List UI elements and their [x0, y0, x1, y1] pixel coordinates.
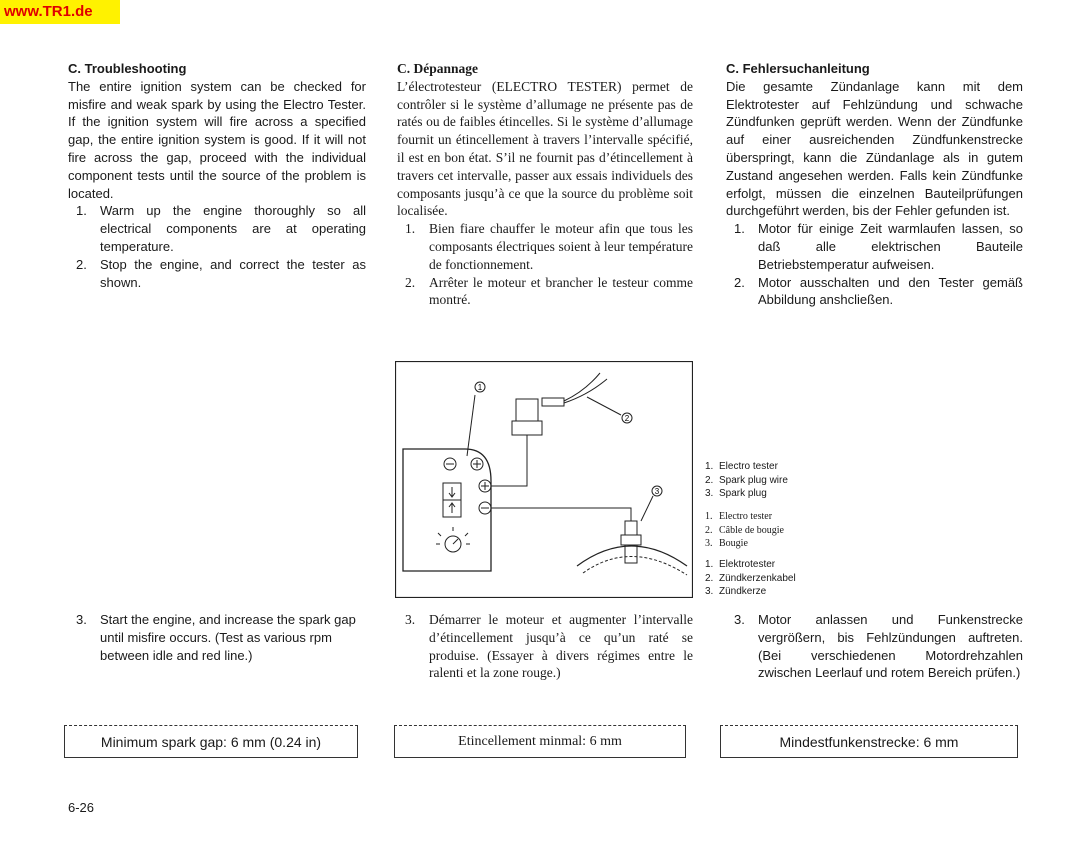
- step-text: Motor ausschalten und den Tester gemäß Abbildung anshcließen.: [758, 274, 1023, 308]
- legend-text: Zündkerzenkabel: [719, 572, 796, 584]
- page-number: 6-26: [68, 800, 95, 815]
- callout-2-label: 2: [624, 414, 630, 423]
- legend-item: [705, 510, 784, 524]
- legend-num: 1.: [705, 461, 714, 472]
- legend-text: Electro tester: [719, 511, 773, 522]
- figure-frame: [396, 362, 693, 598]
- german-steps: [726, 220, 1023, 309]
- step-text: Motor anlassen und Funkenstrecke vergrößern, bis Fehlzündungen auftreten. (Bei verschiedenen Motordrehzahlen zwischen Leerlauf und rotem Bereich prüfen.): [758, 612, 1023, 681]
- step-number: 2.: [734, 274, 745, 290]
- step-text: Arrêter le moteur et brancher le testeur comme montré.: [429, 274, 693, 308]
- english-step-3: [68, 611, 366, 664]
- step-text: Start the engine, and increase the spark gap until misfire occurs. (Test as various rpm between idle and red line.): [100, 612, 356, 663]
- legend-text: Electro tester: [719, 461, 778, 472]
- legend-num: 3.: [705, 538, 713, 549]
- french-intro: L’électrotesteur (ELECTRO TESTER) permet de contrôler si le système d’allumage ne présente pas de ratés ou de faibles étincelles. Si le système d’allumage fournit un étincellement à travers l’intervalle spécifié, il est en bon état. S’il ne fournit pas d’étincellement à travers cet intervalle, passer aux essais individuels des composants jusqu’à ce que la source du problème soit localisée.: [397, 78, 693, 219]
- english-column: [68, 60, 366, 291]
- step-text: Motor für einige Zeit warmlaufen lassen, so daß alle elektrischen Bauteile Betriebstemperatur aufweisen.: [758, 221, 1023, 272]
- legend-french: [705, 510, 784, 551]
- german-step-2: [726, 274, 1023, 310]
- step-number: 1.: [734, 221, 745, 237]
- step-text: Bien fiare chauffer le moteur afin que tous les composants électriques soient à leur température de fonctionnement.: [429, 221, 693, 272]
- legend-num: 2.: [705, 524, 713, 536]
- french-column: [397, 60, 693, 309]
- step-number: 3.: [76, 612, 87, 627]
- step-number: 3.: [734, 612, 745, 627]
- legend-item: [705, 558, 796, 572]
- english-heading: C. Troubleshooting: [68, 61, 187, 76]
- legend-item: [705, 474, 788, 488]
- callout-1-label: 1: [477, 383, 483, 392]
- legend-english: [705, 460, 788, 501]
- legend-item: [705, 537, 784, 551]
- step-number: 1.: [405, 221, 416, 237]
- french-step-3: [397, 611, 693, 682]
- english-step-1: [68, 202, 366, 255]
- step-text: Warm up the engine thoroughly so all electrical components are at operating temperature.: [100, 203, 366, 254]
- german-step-1: [726, 220, 1023, 273]
- legend-text: Spark plug: [719, 488, 767, 499]
- legend-text: Spark plug wire: [719, 474, 788, 486]
- english-step-2: [68, 256, 366, 292]
- step-text: Stop the engine, and correct the tester as shown.: [100, 256, 366, 290]
- german-step-3: [726, 611, 1023, 682]
- french-step-1: [397, 220, 693, 273]
- legend-num: 3.: [705, 586, 714, 597]
- legend-text: Bougie: [719, 538, 748, 549]
- french-spec-box: Etincellement minmal: 6 mm: [394, 725, 686, 758]
- english-steps: [68, 202, 366, 291]
- tester-connection-diagram: [395, 361, 693, 598]
- legend-item: [705, 572, 796, 586]
- step-number: 3.: [405, 612, 416, 627]
- step-number: 2.: [405, 274, 416, 290]
- legend-german: [705, 558, 796, 599]
- legend-item: [705, 524, 784, 538]
- legend-text: Elektrotester: [719, 559, 776, 570]
- callout-3-label: 3: [654, 487, 660, 496]
- english-intro: The entire ignition system can be checked for misfire and weak spark by using the Electro Tester. If the ignition system will fire across a specified gap, the entire ignition system is good. If it will not fire across the gap, proceed with the individual component tests until the source of the problem is located.: [68, 78, 366, 201]
- legend-num: 1.: [705, 511, 713, 522]
- german-intro: Die gesamte Zündanlage kann mit dem Elektrotester auf Fehlzündung und schwache Zündfunken geprüft werden. Wenn der Zündfunke auf einer ausreichenden Zündfunkenstrecke überspringt, kann die Zündanlage als in gutem Zustand angesehen werden. Falls kein Zündfunke erfolgt, müssen die einzelnen Bauteilprüfungen durchgeführt werden, bis der Fehler gefunden ist.: [726, 78, 1023, 219]
- legend-num: 3.: [705, 488, 714, 499]
- german-column: [726, 60, 1023, 309]
- step-number: 2.: [76, 256, 87, 272]
- step-number: 1.: [76, 203, 87, 219]
- legend-num: 2.: [705, 572, 714, 584]
- english-spec-box: Minimum spark gap: 6 mm (0.24 in): [64, 725, 358, 758]
- french-step-2: [397, 274, 693, 310]
- legend-item: [705, 585, 796, 599]
- german-spec-box: Mindestfunkenstrecke: 6 mm: [720, 725, 1018, 758]
- diagram-svg: [395, 361, 693, 598]
- legend-item: [705, 487, 788, 501]
- legend-num: 2.: [705, 474, 714, 486]
- french-steps: [397, 220, 693, 309]
- german-heading: C. Fehlersuchanleitung: [726, 61, 870, 76]
- legend-num: 1.: [705, 559, 714, 570]
- french-heading: C. Dépannage: [397, 61, 479, 76]
- step-text: Démarrer le moteur et augmenter l’intervalle d’étincellement jusqu’à ce qu’un raté se produise. (Essayer à divers régimes entre le ralenti et la zone rouge.): [429, 612, 693, 681]
- site-watermark: www.TR1.de: [0, 0, 120, 24]
- legend-text: Câble de bougie: [719, 524, 784, 536]
- legend-text: Zündkerze: [719, 586, 767, 597]
- legend-item: [705, 460, 788, 474]
